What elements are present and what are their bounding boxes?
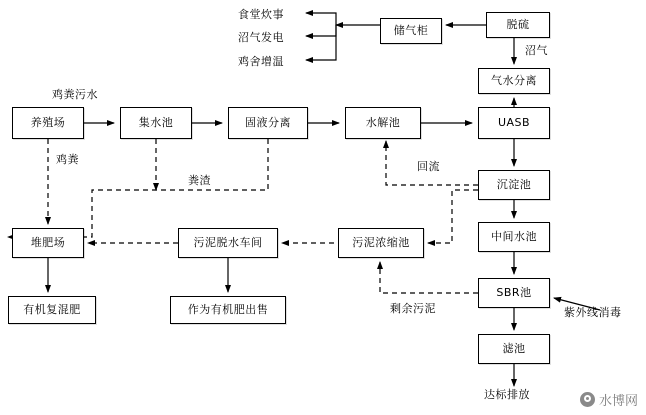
label-chicken-manure: 鸡粪 xyxy=(56,153,79,166)
node-collection-tank[interactable]: 集水池 xyxy=(120,107,192,139)
node-intermediate-tank[interactable]: 中间水池 xyxy=(478,222,550,252)
label-canteen-cooking: 食堂炊事 xyxy=(238,8,284,21)
watermark-text: 水博网 xyxy=(598,394,638,409)
node-organic-compound-fertilizer[interactable]: 有机复混肥 xyxy=(8,296,96,324)
label-excess-sludge: 剩余污泥 xyxy=(390,302,436,315)
label-biogas: 沼气 xyxy=(525,44,548,57)
node-gas-water-separation[interactable]: 气水分离 xyxy=(478,68,550,94)
label-manure-residue: 粪渣 xyxy=(188,174,211,187)
node-sbr-tank[interactable]: SBR池 xyxy=(478,278,550,308)
node-composting-yard[interactable]: 堆肥场 xyxy=(12,228,84,258)
node-uasb[interactable]: UASB xyxy=(478,107,550,139)
node-desulfurization[interactable]: 脱硫 xyxy=(486,12,550,38)
node-sold-as-organic-fertilizer[interactable]: 作为有机肥出售 xyxy=(170,296,286,324)
node-filter-tank[interactable]: 滤池 xyxy=(478,334,550,364)
node-solid-liquid-separation[interactable]: 固液分离 xyxy=(228,107,308,139)
label-biogas-power: 沼气发电 xyxy=(238,31,284,44)
node-sedimentation-tank[interactable]: 沉淀池 xyxy=(478,170,550,200)
node-gas-holder[interactable]: 储气柜 xyxy=(380,18,442,44)
node-sludge-thickener[interactable]: 污泥浓缩池 xyxy=(338,228,424,258)
node-sludge-dewatering-workshop[interactable]: 污泥脱水车间 xyxy=(178,228,278,258)
label-reflux: 回流 xyxy=(417,160,440,173)
watermark-logo-icon xyxy=(580,392,595,407)
label-henhouse-heating: 鸡舍增温 xyxy=(238,55,284,68)
label-compliant-discharge: 达标排放 xyxy=(484,388,530,401)
node-hydrolysis-tank[interactable]: 水解池 xyxy=(345,107,421,139)
watermark xyxy=(580,390,638,409)
node-farm[interactable]: 养殖场 xyxy=(12,107,84,139)
label-poultry-wastewater: 鸡粪污水 xyxy=(52,88,98,101)
label-uv-disinfection: 紫外线消毒 xyxy=(564,306,622,319)
